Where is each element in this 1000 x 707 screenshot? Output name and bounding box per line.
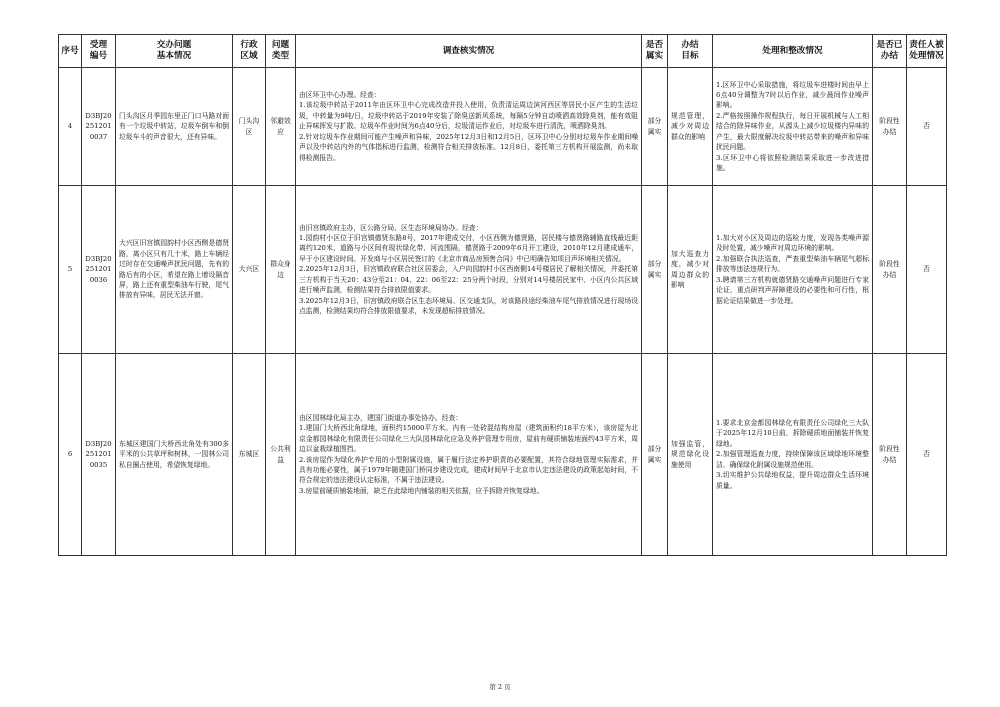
cell-issue: 东城区建国门大桥西北角处有300多平米的公共草坪和树林，一园林公司私自圈占使用，希望恢复绿地。: [116, 354, 233, 556]
cell-completed: 阶段性办结: [873, 354, 907, 556]
cell-accountability: 否: [907, 354, 947, 556]
cell-goal: 加大巡查力度，减少对周边群众的影响: [668, 186, 713, 354]
cell-goal: 加强监管，规范绿化设施使用: [668, 354, 713, 556]
header-accountability: 责任人被 处理情况: [907, 35, 947, 68]
cell-type: 邻避效应: [266, 68, 296, 186]
cell-investigation: 由区环卫中心办理。经查： 1.该垃圾中转站于2011年由区环卫中心完成改造并投入使用，负责清运周边滨河西区等居民小区产生的生活垃圾，中转量为9吨/日，垃圾中转站于2019年安装了除臭送新风系统，每隔5分钟自动喷洒高效除臭剂，能有效阻止异味挥发与扩散。垃圾车作业时间为6点40分后，垃圾清运作业后，对垃圾车进行清洗，喷洒除臭剂。 2.针对垃圾车作业期间可能产生噪声和异味，2025年12月3日和12月5日，区环卫中心分别对垃圾车作业期间噪声以及中转站内外的气体指标进行监测，检测符合相关排放标准。12月8日，委托第三方机构开展监测，尚未取得检测报告。: [296, 68, 642, 186]
header-code: 受理 编号: [82, 35, 116, 68]
cell-issue: 门头沟区月季园东里正门口马路对面有一个垃圾中转站，垃圾车倒车和倒垃圾车斗的声音很大，还有异味。: [116, 68, 233, 186]
cell-verified: 部分属实: [642, 186, 668, 354]
header-row: [59, 35, 947, 68]
header-verified: 是否 属实: [642, 35, 668, 68]
cell-type: 公共利益: [266, 354, 296, 556]
cell-code: D3BJ20 251201 0037: [82, 68, 116, 186]
header-completed: 是否已 办结: [873, 35, 907, 68]
cell-seq: 5: [59, 186, 82, 354]
cell-completed: 阶段性办结: [873, 186, 907, 354]
cell-goal: 规范管理，减少对周边群众的影响: [668, 68, 713, 186]
cell-district: 东城区: [233, 354, 266, 556]
cell-accountability: 否: [907, 68, 947, 186]
cell-completed: 阶段性办结: [873, 68, 907, 186]
table-row: [59, 68, 947, 186]
cell-code: D3BJ20 251201 0036: [82, 186, 116, 354]
cell-seq: 6: [59, 354, 82, 556]
cell-seq: 4: [59, 68, 82, 186]
header-goal: 办结 目标: [668, 35, 713, 68]
header-type: 问题 类型: [266, 35, 296, 68]
page: [58, 34, 946, 556]
header-seq: 序号: [59, 35, 82, 68]
complaint-table: [58, 34, 947, 556]
header-handling: 处理和整改情况: [713, 35, 873, 68]
cell-type: 群众身边: [266, 186, 296, 354]
cell-accountability: 否: [907, 186, 947, 354]
header-district: 行政 区域: [233, 35, 266, 68]
header-investigation: 调查核实情况: [296, 35, 642, 68]
cell-verified: 部分属实: [642, 68, 668, 186]
cell-handling: 1.要求北京金都园林绿化有限责任公司绿化三大队于2025年12月10日前，拆除硬质地面铺装并恢复绿地。 2.加强管理巡查力度，持续保障该区域绿地环境整洁、确保绿化附属设施规范使用。 3.切实维护公共绿地权益，提升周边群众生活环境质量。: [713, 354, 873, 556]
cell-code: D3BJ20 251201 0035: [82, 354, 116, 556]
page-number: 第 2 页: [489, 683, 511, 691]
cell-handling: 1.加大对小区及周边的巡检力度，发现各类噪声源及时处置，减少噪声对周边环境的影响。 2.加强联合执法巡查，严查重型柴油车辆尾气超标排放等违法违规行为。 3.聘请第三方机构就德贤路交通噪声问题进行专家论证，重点研判声屏障建设的必要性和可行性，根据论证结果做进一步处理。: [713, 186, 873, 354]
table-row: [59, 354, 947, 556]
cell-verified: 部分属实: [642, 354, 668, 556]
cell-district: 大兴区: [233, 186, 266, 354]
cell-district: 门头沟区: [233, 68, 266, 186]
table-row: [59, 186, 947, 354]
cell-handling: 1.区环卫中心采取措施，将垃圾车进楼时间由早上6点40分调整为7时以后作业，减少晨间作业噪声影响。 2.严格按照操作规程执行，每日开展机械与人工相结合的除异味作业，从源头上减少垃圾楼内异味的产生，最大限度解决垃圾中转站带来的噪声和异味扰民问题。 3.区环卫中心将依照检测结果采取进一步改进措施。: [713, 68, 873, 186]
cell-investigation: 由区园林绿化局主办，建国门街道办事处协办。经查： 1.建国门大桥西北角绿地，面积约15000平方米。内有一处砖混结构房屋（建筑面积约18平方米），该房屋为北京金都园林绿化有限责任公司绿化三大队园林绿化应急及养护管理专用房，屋前有硬质铺装地面约43平方米，周边以盆栽绿植围挡。 2.该房屋作为绿化养护专用的小型附属设施，属于履行法定养护职责的必要配置，其符合绿地管理实际需求，并具有功能必要性，属于1979年随建国门桥同步建设完成，建成时间早于北京市认定违法建设的政策起始时间，不符合规定的违法建设认定标准，不属于违法建设。 3.房屋前硬质铺装地面，缺乏在此绿地内铺装的相关依据，应予拆除并恢复绿地。: [296, 354, 642, 556]
header-issue: 交办问题 基本情况: [116, 35, 233, 68]
cell-investigation: 由旧宫镇政府主办，区公路分局、区生态环境局协办。经查： 1.园韵村小区位于旧宫镇德贤东路8号，2017年建成交付，小区西侧为德贤路，居民楼与德贤路辅路直线最近距离约120米，道路与小区间有现状绿化带、河流围隔，德贤路于2009年6月开工建设，2010年12月建成通车，早于小区建设时间。开发商与小区居民签订的《北京市商品房预售合同》中已明确告知项目声环境相关情况。 2.2025年12月3日，旧宫镇政府联合社区居委会，入户向园韵村小区西南側14号楼居民了解相关情况，并委托第三方机构于当天20：43分至21：04、22：06至22：25分两个时段，分别对14号楼居民家中、小区内公共区域进行噪声监测，检测结果符合排放限值要求。 3.2025年12月3日，旧宫镇政府联合区生态环境局、区交通支队，对该路段途经柴油车尾气排放情况进行现场设点监测，检测结果均符合排放限值要求，未发现超标排放情况。: [296, 186, 642, 354]
cell-issue: 大兴区旧宫镇园韵村小区西侧是德贤路，离小区只有几十米，路上车辆经过时存在交通噪声扰民问题，先有的路后有的小区，希望在路上增设隔音屏，路上还有重型柴油车行驶，尾气排放有异味，居民无法开窗。: [116, 186, 233, 354]
